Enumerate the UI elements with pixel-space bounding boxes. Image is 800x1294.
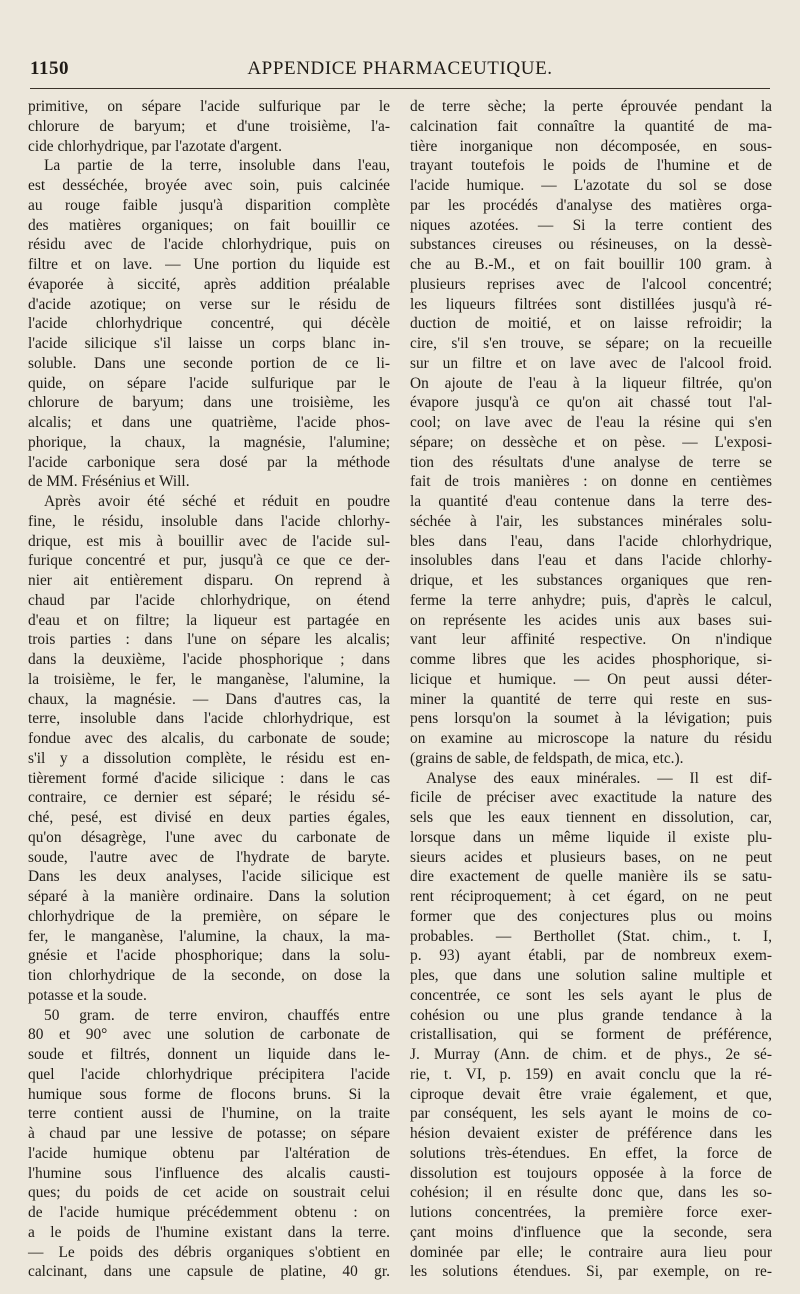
- text-line: sur un filtre et on lave avec de l'alcool froid.: [410, 354, 772, 372]
- text-line: insolubles dans l'eau et dans l'acide chlorhy-: [410, 552, 772, 570]
- text-line: la quantité d'eau contenue dans la terre des-: [410, 493, 772, 510]
- text-line: On ajoute de l'eau à la liqueur filtrée, qu'on: [410, 374, 772, 392]
- text-line: fait de trois manières : on donne en centièmes: [410, 473, 772, 491]
- text-line: l'humine sous l'influence des alcalis causti-: [28, 1164, 390, 1182]
- running-head: APPENDICE PHARMACEUTIQUE.: [247, 58, 553, 79]
- text-line: la troisième, le fer, le manganèse, l'alumine, la: [28, 670, 390, 688]
- text-line: pens lorsqu'on la soumet à la lévigation; puis: [410, 710, 772, 728]
- text-line: dissolution est toujours opposée à la force de: [410, 1164, 772, 1182]
- text-line: — Le poids des débris organiques s'obtient en: [28, 1243, 390, 1261]
- text-line: des matières organiques; on fait bouillir ce: [28, 216, 390, 234]
- text-line: terre contient aussi de l'humine, on la traite: [28, 1105, 390, 1123]
- text-line: filtre et on lave. — Une portion du liquide est: [28, 256, 390, 273]
- text-line: de MM. Frésénius et Will.: [28, 473, 190, 491]
- text-line: l'acide humique. — L'azotate du sol se dose: [410, 177, 772, 194]
- text-line: tière inorganique non décomposée, en sous-: [410, 137, 772, 155]
- text-line: tièrement formé d'acide silicique : dans le cas: [28, 769, 390, 787]
- text-line: dans la deuxième, l'acide phosphorique ; dans: [28, 651, 390, 668]
- right-column: [410, 97, 772, 1282]
- text-line: l'acide silicique s'il laisse un corps blanc in-: [28, 335, 390, 352]
- text-line: tion des résultats d'une analyse de terre se: [410, 453, 772, 471]
- text-line: cristallisation, qui se forment de préférence,: [410, 1026, 772, 1044]
- text-line: sieurs acides et plusieurs bases, on ne peut: [410, 848, 772, 866]
- text-line: miner la quantité de terre qui reste en sus-: [410, 690, 772, 708]
- text-line: est desséchée, broyée avec soin, puis calcinée: [28, 177, 390, 194]
- text-line: drique, et les substances organiques que ren-: [410, 572, 772, 589]
- text-line: ficile de préciser avec exactitude la nature des: [410, 789, 772, 807]
- text-line: lorsque dans un même liquide il existe plu-: [410, 828, 772, 846]
- text-line: l'acide chlorhydrique concentré, qui décèle: [28, 315, 390, 333]
- text-line: on représente les acides unis aux bases sui-: [410, 611, 772, 629]
- text-line: soude, l'autre avec de l'hydrate de baryte.: [28, 848, 390, 866]
- text-line: Dans les deux analyses, l'acide silicique est: [28, 868, 390, 886]
- text-line: séparé à la manière ordinaire. Dans la solution: [28, 888, 390, 905]
- text-line: (grains de sable, de feldspath, de mica, etc.).: [410, 749, 684, 767]
- text-line: calcination fait connaître la quantité de ma-: [410, 117, 772, 135]
- text-line: soluble. Dans une seconde portion de ce li-: [28, 354, 390, 372]
- text-line: niques azotées. — Si la terre contient des: [410, 216, 772, 234]
- text-line: duction de moitié, et on laisse refroidir; la: [410, 315, 772, 333]
- text-line: de terre sèche; la perte éprouvée pendant la: [410, 98, 772, 115]
- text-line: Après avoir été séché et réduit en poudre: [44, 493, 390, 510]
- text-line: terre, insoluble dans l'acide chlorhydrique, est: [28, 710, 390, 728]
- text-line: cool; on lave avec de l'eau la résine qui s'en: [410, 414, 772, 431]
- text-line: chaux, la magnésie. — Dans d'autres cas, la: [28, 690, 390, 708]
- page-header: [30, 58, 770, 89]
- text-line: les solutions étendues. Si, par exemple, on re-: [410, 1263, 772, 1281]
- text-line: évaporée à siccité, après addition préalable: [28, 275, 390, 293]
- text-line: ché, pesé, est divisé en deux parties égales,: [28, 809, 390, 826]
- text-line: contraire, ce dernier est séparé; le résidu sé-: [28, 789, 390, 807]
- text-line: rent réciproquement; à cet égard, on ne peut: [410, 888, 772, 905]
- text-line: sels que les eaux tiennent en dissolution, car,: [410, 809, 772, 826]
- text-line: quide, on sépare l'acide sulfurique par le: [28, 374, 390, 392]
- text-line: trois parties : dans l'une on sépare les alcalis;: [28, 631, 390, 649]
- text-line: licique et humique. — On peut aussi déter-: [410, 670, 772, 688]
- text-line: fine, le résidu, insoluble dans l'acide chlorhy-: [28, 512, 390, 530]
- text-line: soude et filtrés, donnent un liquide dans le-: [28, 1046, 390, 1063]
- text-line: ciproque devait être vraie également, et que,: [410, 1085, 772, 1103]
- text-line: l'acide carbonique sera dosé par la méthode: [28, 453, 390, 471]
- text-line: séchée à l'air, les substances minérales solu-: [410, 512, 772, 530]
- text-line: che au B.-M., et on fait bouillir 100 gram. à: [410, 256, 772, 273]
- text-line: p. 93) ayant établi, par de nombreux exem-: [410, 947, 772, 965]
- text-line: de l'acide humique précédemment obtenu : on: [28, 1204, 390, 1221]
- text-line: fer, le manganèse, l'alumine, la chaux, la ma-: [28, 927, 390, 945]
- text-line: primitive, on sépare l'acide sulfurique par le: [28, 98, 390, 115]
- text-line: qu'on désagrège, l'une avec du carbonate de: [28, 828, 390, 846]
- text-line: furique concentré et pur, jusqu'à ce que ce der-: [28, 552, 390, 570]
- text-line: dominée par elle; le contraire aura lieu pour: [410, 1243, 772, 1261]
- text-line: d'eau et on filtre; la liqueur est partagée en: [28, 611, 390, 629]
- text-line: cohésion ou une plus grande tendance à la: [410, 1006, 772, 1024]
- text-line: bles dans l'eau, dans l'acide chlorhydrique,: [410, 532, 772, 550]
- text-line: ques; du poids de cet acide on soustrait celui: [28, 1184, 390, 1202]
- text-line: les liqueurs filtrées sont distillées jusqu'à ré-: [410, 295, 772, 313]
- text-line: comme libres que les acides phosphorique, si-: [410, 651, 772, 668]
- text-line: Analyse des eaux minérales. — Il est dif-: [426, 769, 772, 787]
- text-line: hésion devaient exister de préférence dans les: [410, 1125, 772, 1142]
- text-line: alcalis; et dans une quatrième, l'acide phos-: [28, 414, 390, 431]
- text-line: cire, s'il s'en trouve, se sépare; on la recueille: [410, 335, 772, 352]
- text-line: drique, est mis à bouillir avec de l'acide sul-: [28, 532, 390, 550]
- text-line: 80 et 90° avec une solution de carbonate de: [28, 1026, 390, 1044]
- text-line: vant leur affinité respective. On n'indique: [410, 631, 772, 649]
- text-line: trayant toutefois le poids de l'humine et de: [410, 157, 772, 175]
- text-line: chlorhydrique de la première, on sépare le: [28, 907, 390, 925]
- text-line: à chaud par une lessive de potasse; on sépare: [28, 1125, 390, 1142]
- text-line: former que des conjectures plus ou moins: [410, 907, 772, 925]
- text-line: J. Murray (Ann. de chim. et de phys., 2e sé-: [410, 1046, 772, 1063]
- left-column: [28, 97, 390, 1282]
- text-line: évapore jusqu'à ce qu'on ait chassé tout l'al-: [410, 394, 772, 412]
- text-line: ples, que dans une solution saline multiple et: [410, 967, 772, 984]
- text-line: par les procédés d'analyse des matières orga-: [410, 196, 772, 214]
- text-line: quel l'acide chlorhydrique précipitera l'acide: [28, 1065, 390, 1083]
- text-line: sépare; on dessèche et on pèse. — L'exposi-: [410, 433, 772, 451]
- text-line: cohésion; il en résulte donc que, dans les so-: [410, 1184, 772, 1202]
- text-line: gnésie et l'acide phosphorique; dans la solu-: [28, 947, 390, 965]
- text-line: au rouge faible jusqu'à disparition complète: [28, 196, 390, 214]
- text-line: l'acide humique obtenu par l'altération de: [28, 1144, 390, 1162]
- text-line: concentrée, ce sont les sels ayant le plus de: [410, 986, 772, 1004]
- text-line: nier ait entièrement disparu. On reprend à: [28, 572, 390, 589]
- text-line: 50 gram. de terre environ, chauffés entre: [44, 1006, 390, 1024]
- text-line: phorique, la chaux, la magnésie, l'alumine;: [28, 433, 390, 451]
- text-line: lutions concentrées, la première force exer-: [410, 1204, 772, 1221]
- text-line: résidu avec de l'acide chlorhydrique, puis on: [28, 236, 390, 254]
- text-line: ferme la terre anhydre; puis, d'après le calcul,: [410, 591, 772, 609]
- text-line: a le poids de l'humine existant dans la terre.: [28, 1223, 390, 1241]
- text-line: tion chlorhydrique de la seconde, on dose la: [28, 967, 390, 984]
- text-line: humique sous forme de flocons bruns. Si la: [28, 1085, 390, 1103]
- text-line: potasse et la soude.: [28, 986, 147, 1004]
- text-line: substances cireuses ou résineuses, on la dessè-: [410, 236, 772, 254]
- text-line: chlorure de baryum; et d'une troisième, l'a-: [28, 117, 390, 135]
- text-line: par conséquent, les sels ayant le moins de co-: [410, 1105, 772, 1123]
- text-line: chaud par l'acide chlorhydrique, on étend: [28, 591, 390, 609]
- text-line: cide chlorhydrique, par l'azotate d'argent.: [28, 137, 282, 155]
- text-line: chlorure de baryum; dans une troisième, les: [28, 394, 390, 412]
- text-line: plusieurs reprises avec de l'alcool concentré;: [410, 275, 772, 293]
- text-line: dire exactement de quelle manière ils se satu-: [410, 868, 772, 886]
- text-line: La partie de la terre, insoluble dans l'eau,: [44, 157, 390, 175]
- text-line: s'il y a dissolution complète, le résidu est en-: [28, 749, 390, 767]
- text-line: çant moins d'influence que la seconde, sera: [410, 1223, 772, 1241]
- text-line: on examine au microscope la nature du résidu: [410, 730, 772, 747]
- page-number: 1150: [30, 58, 69, 79]
- text-line: solutions très-étendues. En effet, la force de: [410, 1144, 772, 1162]
- text-line: calcinant, dans une capsule de platine, 40 gr.: [28, 1263, 390, 1281]
- text-line: rie, t. VI, p. 159) en avait conclu que la ré-: [410, 1065, 772, 1083]
- text-line: probables. — Berthollet (Stat. chim., t. I,: [410, 927, 772, 945]
- text-line: d'acide azotique; on verse sur le résidu de: [28, 295, 390, 313]
- text-line: fondue avec des alcalis, du carbonate de soude;: [28, 730, 390, 747]
